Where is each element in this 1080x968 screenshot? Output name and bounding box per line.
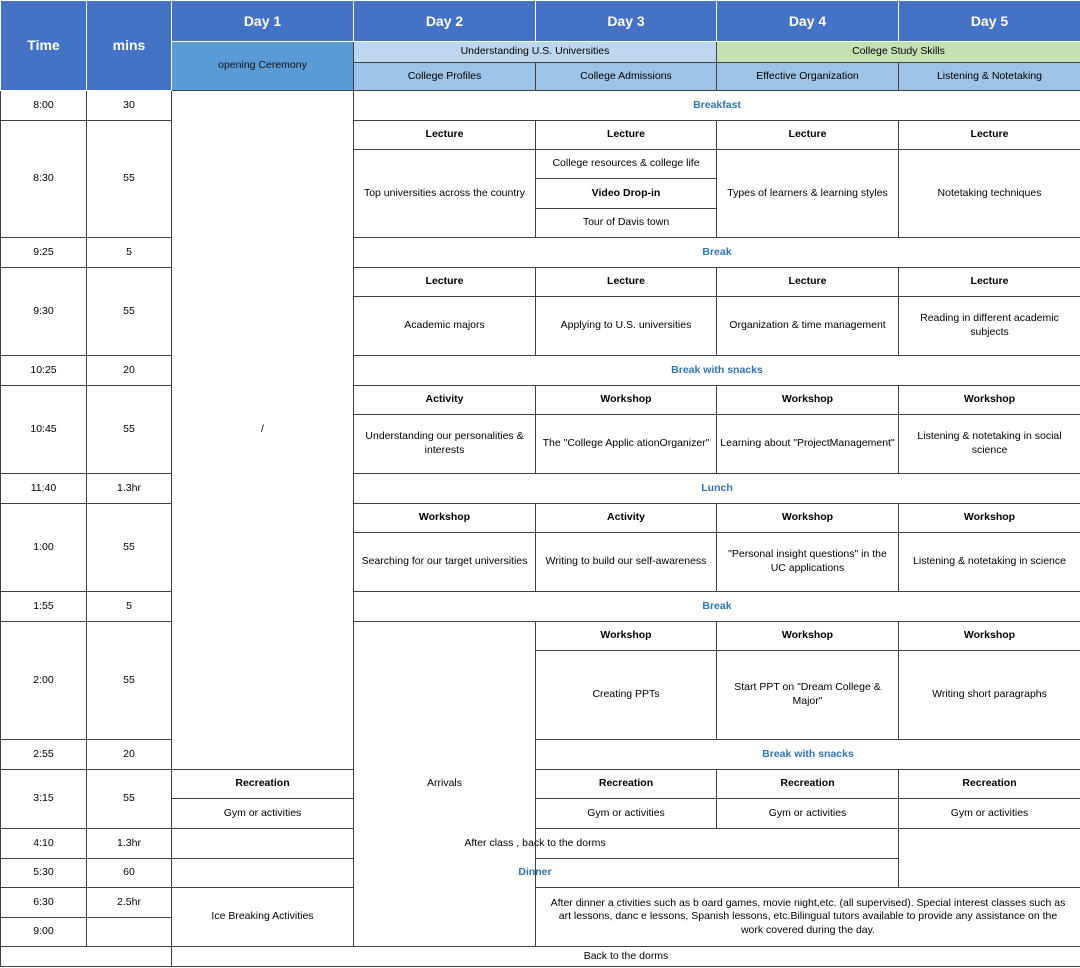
session-type: Lecture (717, 268, 899, 297)
session-content: Notetaking techniques (899, 150, 1080, 238)
break-with-snacks-row: Break with snacks (354, 356, 1080, 386)
session-content: Academic majors (354, 297, 536, 356)
lunch-row: Lunch (354, 474, 1080, 504)
break-row: Break (354, 592, 1080, 622)
session-type: Activity (354, 386, 536, 415)
session-content: Gym or activities (172, 799, 354, 829)
day5-header: Day 5 (899, 1, 1080, 42)
session-content: Tour of Davis town (536, 209, 717, 238)
mins-cell (87, 918, 172, 947)
day1-afternoon-cell: Arrivals (354, 622, 536, 947)
session-type: Workshop (899, 386, 1080, 415)
breakfast-row: Breakfast (354, 91, 1080, 121)
day4-topic: Effective Organization (717, 63, 899, 91)
time-column-header: Time (1, 1, 87, 91)
session-content: Writing to build our self-awareness (536, 533, 717, 592)
session-type: Lecture (536, 268, 717, 297)
session-type: Lecture (717, 121, 899, 150)
time-cell: 10:45 (1, 386, 87, 474)
session-content: Gym or activities (899, 799, 1080, 829)
time-cell: 1:00 (1, 504, 87, 592)
session-type: Lecture (354, 121, 536, 150)
day3-header: Day 3 (536, 1, 717, 42)
mins-cell: 2.5hr (87, 888, 172, 918)
after-class-row: After class , back to the dorms (172, 829, 899, 859)
day1-theme: opening Ceremony (172, 42, 354, 91)
session-type: Workshop (536, 386, 717, 415)
time-cell: 2:00 (1, 622, 87, 740)
session-content: College resources & college life (536, 150, 717, 179)
day1-evening-cell: Ice Breaking Activities (172, 888, 354, 947)
session-content: The "College Applic ationOrganizer" (536, 415, 717, 474)
mins-cell: 1.3hr (87, 474, 172, 504)
evening-activities-row: After dinner a ctivities such as b oard games, movie night,etc. (all supervised). Special interest classes such as art lessons, danc e lessons, Spanish lessons, etc.Bilingual tutors available to provide any assistance on the work covered during the day. (536, 888, 1080, 947)
session-type: Workshop (717, 386, 899, 415)
session-content: Top universities across the country (354, 150, 536, 238)
session-type: Recreation (536, 770, 717, 799)
session-type: Activity (536, 504, 717, 533)
dinner-row: Dinner (172, 859, 899, 888)
session-content: Reading in different academic subjects (899, 297, 1080, 356)
session-type: Lecture (536, 121, 717, 150)
session-type: Workshop (899, 504, 1080, 533)
time-cell: 5:30 (1, 859, 87, 888)
day1-header: Day 1 (172, 1, 354, 42)
time-cell: 8:00 (1, 91, 87, 121)
session-content: Writing short paragraphs (899, 651, 1080, 740)
mins-cell: 55 (87, 121, 172, 238)
session-type: Workshop (717, 504, 899, 533)
session-type: Recreation (717, 770, 899, 799)
day2-topic: College Profiles (354, 63, 536, 91)
time-cell: 11:40 (1, 474, 87, 504)
session-type: Recreation (172, 770, 354, 799)
session-content: Creating PPTs (536, 651, 717, 740)
mins-cell: 5 (87, 238, 172, 268)
mins-cell: 20 (87, 356, 172, 386)
mins-column-header: mins (87, 1, 172, 91)
session-type: Workshop (536, 622, 717, 651)
day4-header: Day 4 (717, 1, 899, 42)
time-cell: 8:30 (1, 121, 87, 238)
day1-morning-cell: / (172, 91, 354, 770)
mins-cell: 20 (87, 740, 172, 770)
blank-cell (1, 947, 172, 967)
session-content: Listening & notetaking in science (899, 533, 1080, 592)
session-type: Recreation (899, 770, 1080, 799)
session-type: Workshop (717, 622, 899, 651)
day3-topic: College Admissions (536, 63, 717, 91)
session-content: Searching for our target universities (354, 533, 536, 592)
session-type: Workshop (354, 504, 536, 533)
time-cell: 2:55 (1, 740, 87, 770)
session-content: Gym or activities (717, 799, 899, 829)
mins-cell: 55 (87, 504, 172, 592)
time-cell: 9:25 (1, 238, 87, 268)
day2-header: Day 2 (354, 1, 536, 42)
session-content: Types of learners & learning styles (717, 150, 899, 238)
session-content: Start PPT on "Dream College & Major" (717, 651, 899, 740)
time-cell: 3:15 (1, 770, 87, 829)
mins-cell: 55 (87, 622, 172, 740)
day5-topic: Listening & Notetaking (899, 63, 1080, 91)
session-content: Organization & time management (717, 297, 899, 356)
session-content: Gym or activities (536, 799, 717, 829)
time-cell: 4:10 (1, 829, 87, 859)
time-cell: 9:30 (1, 268, 87, 356)
time-cell: 10:25 (1, 356, 87, 386)
mins-cell: 30 (87, 91, 172, 121)
time-cell: 6:30 (1, 888, 87, 918)
session-content: "Personal insight questions" in the UC applications (717, 533, 899, 592)
session-type: Lecture (899, 121, 1080, 150)
mins-cell: 5 (87, 592, 172, 622)
session-content: Applying to U.S. universities (536, 297, 717, 356)
theme-understanding-universities: Understanding U.S. Universities (354, 42, 717, 63)
session-content: Video Drop-in (536, 179, 717, 209)
break-row: Break (354, 238, 1080, 268)
mins-cell: 55 (87, 268, 172, 356)
mins-cell: 1.3hr (87, 829, 172, 859)
back-to-dorms-row: Back to the dorms (172, 947, 1080, 967)
mins-cell: 55 (87, 386, 172, 474)
session-type: Lecture (354, 268, 536, 297)
session-type: Workshop (899, 622, 1080, 651)
session-type: Lecture (899, 268, 1080, 297)
time-cell: 9:00 (1, 918, 87, 947)
mins-cell: 55 (87, 770, 172, 829)
session-content: Learning about "ProjectManagement" (717, 415, 899, 474)
session-content: Understanding our personalities & interests (354, 415, 536, 474)
theme-college-study-skills: College Study Skills (717, 42, 1080, 63)
time-cell: 1:55 (1, 592, 87, 622)
session-content: Listening & notetaking in social science (899, 415, 1080, 474)
break-with-snacks-row: Break with snacks (536, 740, 1080, 770)
mins-cell: 60 (87, 859, 172, 888)
